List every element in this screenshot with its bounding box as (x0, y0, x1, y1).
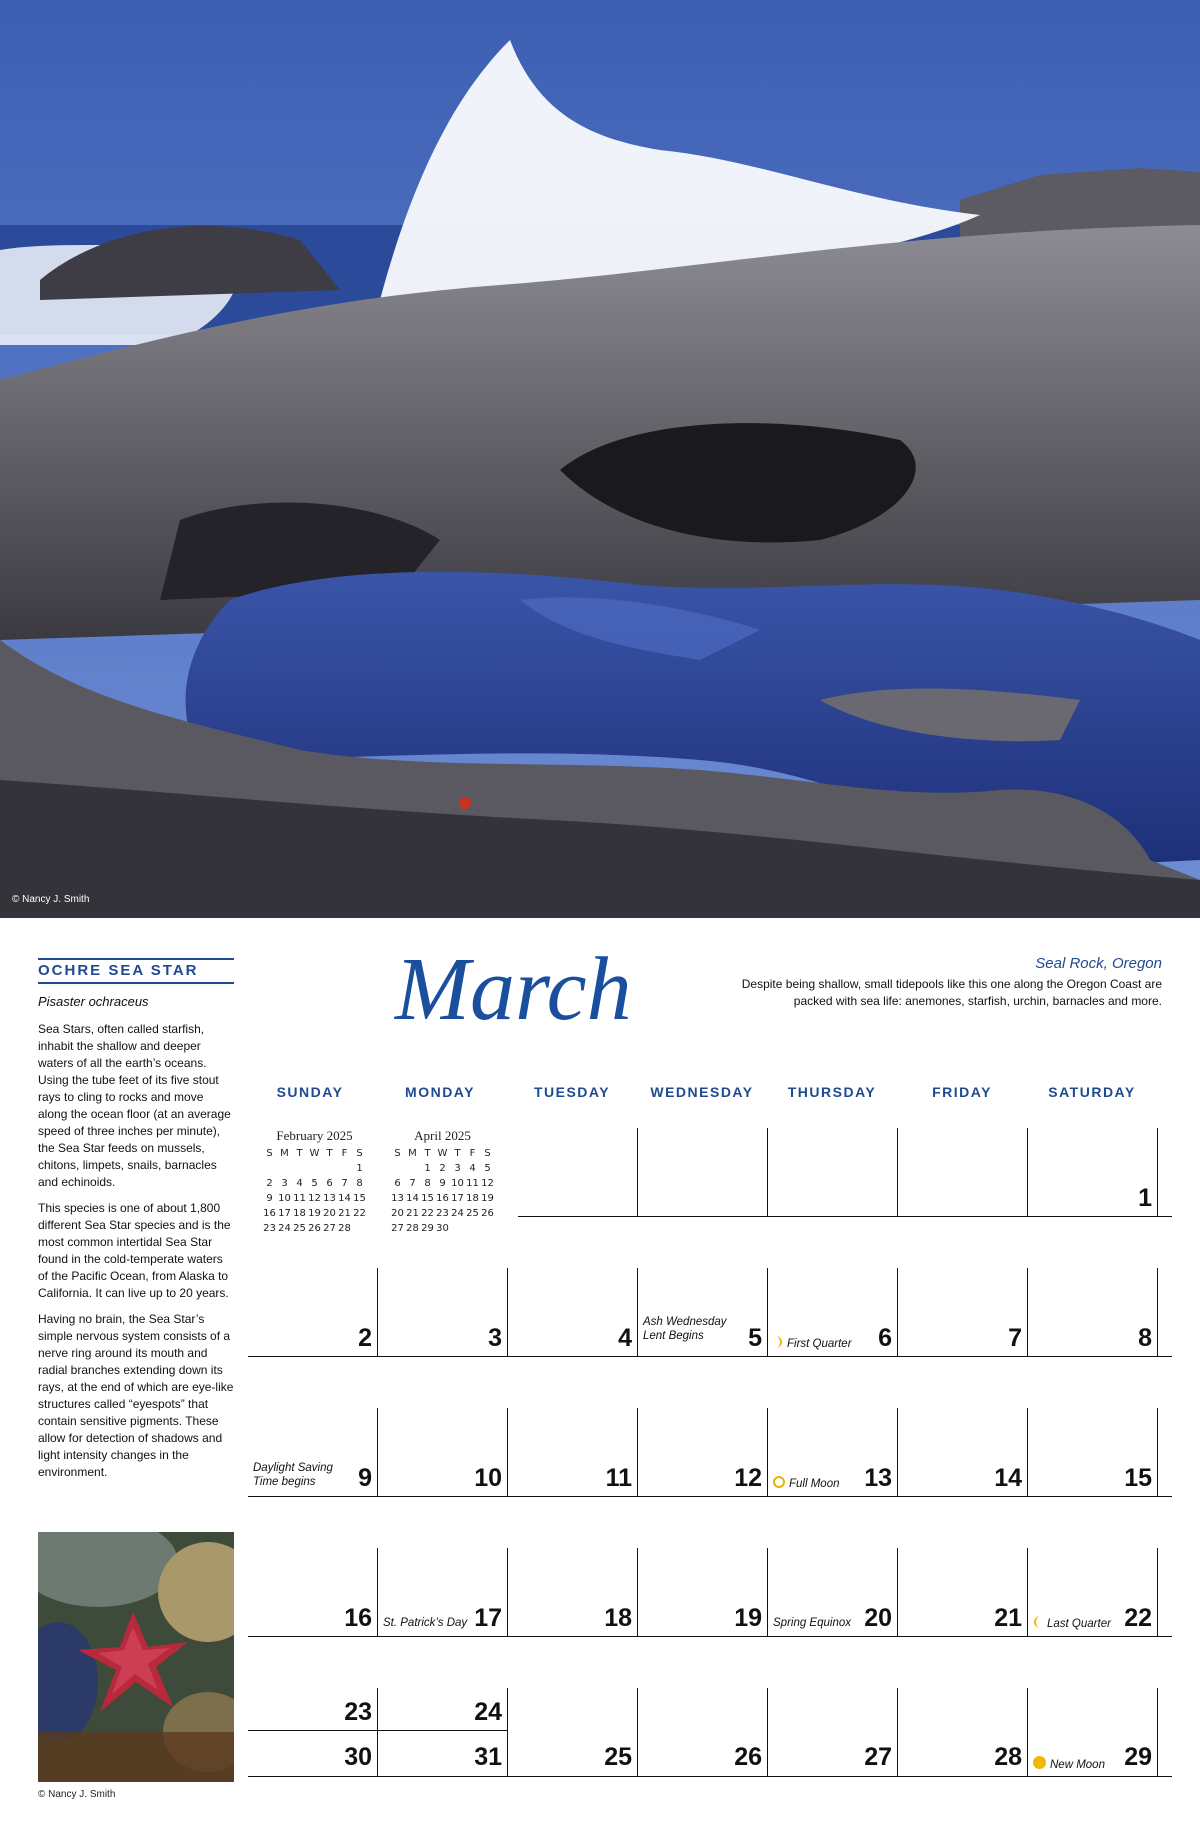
last-quarter-moon-icon (1033, 1616, 1043, 1628)
grid-line (637, 1268, 638, 1356)
grid-line (767, 1408, 768, 1496)
mini-day: 26 (308, 1223, 321, 1234)
sidebar-paragraph: Having no brain, the Sea Star’s simple nervous system consists of a nerve ring around its mouth and radial branches extending down its rays, at the end of which are eye-like structures called “eyespots” that contain sensitive pigments. These allow for detection of shadows and light intensity changes in the environment. (38, 1312, 234, 1479)
photo-credit: © Nancy J. Smith (12, 894, 90, 905)
weekday-saturday: SATURDAY (1048, 1084, 1136, 1100)
day-number: 31 (474, 1743, 502, 1771)
grid-line (897, 1548, 898, 1636)
mini-day: 8 (356, 1178, 363, 1189)
mini-day: 10 (278, 1193, 291, 1204)
event-label: New Moon (1050, 1759, 1105, 1771)
mini-day: 15 (353, 1193, 366, 1204)
day-number: 6 (878, 1324, 892, 1352)
mini-calendar-april (390, 1128, 495, 1236)
mini-day: 17 (451, 1193, 464, 1204)
grid-line (248, 1356, 1172, 1357)
mini-day: 15 (421, 1193, 434, 1204)
mini-day: 21 (338, 1208, 351, 1219)
mini-day: 16 (436, 1193, 449, 1204)
day-number: 10 (474, 1464, 502, 1492)
mini-day: 20 (391, 1208, 404, 1219)
day-number: 4 (618, 1324, 632, 1352)
mini-day: 12 (308, 1193, 321, 1204)
sidebar-paragraph: This species is one of about 1,800 different Sea Star species and is the most common intertidal Sea Star found in the cold-temperate waters of the Pacific Ocean, from Alaska to California. It can live up to 20 years. (38, 1201, 231, 1300)
mini-day: 6 (326, 1178, 333, 1189)
grid-line (1027, 1128, 1028, 1216)
mini-day: 19 (308, 1208, 321, 1219)
mini-day (337, 1161, 352, 1176)
mini-day (405, 1161, 420, 1176)
grid-line (507, 1688, 508, 1776)
event-first-quarter (773, 1336, 852, 1351)
mini-day: 29 (421, 1223, 434, 1234)
mini-day: 4 (296, 1178, 303, 1189)
event-label: Full Moon (789, 1478, 840, 1490)
scientific-name: Pisaster ochraceus (38, 994, 149, 1009)
mini-day: 8 (424, 1178, 431, 1189)
day-number: 17 (474, 1604, 502, 1632)
mini-calendar-title: April 2025 (414, 1128, 471, 1143)
photo-description: Despite being shallow, small tidepools like this one along the Oregon Coast are packed with sea life: anemones, starfish, urchin, barnacles and more. (741, 977, 1162, 1008)
mini-day-header: F (341, 1148, 348, 1159)
mini-day: 10 (451, 1178, 464, 1189)
grid-line (248, 1496, 1172, 1497)
first-quarter-moon-icon (773, 1336, 783, 1348)
day-number: 25 (604, 1743, 632, 1771)
grid-line (1157, 1268, 1158, 1356)
event-label: Ash Wednesday (643, 1316, 727, 1328)
mini-calendar-february (262, 1128, 367, 1236)
mini-calendar-title: February 2025 (276, 1128, 353, 1143)
mini-day: 12 (481, 1178, 494, 1189)
day-number: 21 (994, 1604, 1022, 1632)
weekday-friday: FRIDAY (932, 1084, 992, 1100)
grid-line (248, 1636, 1172, 1637)
grid-line (507, 1548, 508, 1636)
mini-day: 13 (323, 1193, 336, 1204)
day-number: 12 (734, 1464, 762, 1492)
mini-day: 30 (436, 1223, 449, 1234)
event-st-patricks (383, 1616, 467, 1630)
grid-line (507, 1408, 508, 1496)
mini-day (352, 1221, 367, 1236)
day-number: 22 (1124, 1604, 1152, 1632)
tidepool-photo (0, 0, 1200, 918)
mini-day: 26 (481, 1208, 494, 1219)
day-number: 9 (358, 1464, 372, 1492)
mini-day (322, 1161, 337, 1176)
weekday-thursday: THURSDAY (787, 1084, 877, 1100)
mini-day: 3 (281, 1178, 288, 1189)
mini-day: 4 (469, 1163, 476, 1174)
mini-day-header: T (424, 1148, 431, 1159)
mini-day: 22 (353, 1208, 366, 1219)
grid-line (377, 1688, 378, 1776)
day-number: 11 (605, 1464, 632, 1492)
mini-day: 7 (341, 1178, 348, 1189)
mini-day: 24 (278, 1223, 291, 1234)
grid-line (248, 1776, 1172, 1777)
photo-location: Seal Rock, Oregon (1035, 955, 1162, 972)
event-full-moon (773, 1476, 840, 1491)
mini-day: 20 (323, 1208, 336, 1219)
day-number: 1 (1138, 1184, 1152, 1212)
mini-day: 27 (323, 1223, 336, 1234)
grid-line (1027, 1268, 1028, 1356)
mini-day: 7 (409, 1178, 416, 1189)
mini-day: 9 (439, 1178, 446, 1189)
day-number: 5 (748, 1324, 762, 1352)
grid-line (897, 1268, 898, 1356)
grid-line (377, 1408, 378, 1496)
mini-day: 18 (293, 1208, 306, 1219)
day-number: 29 (1124, 1743, 1152, 1771)
mini-day (480, 1221, 495, 1236)
event-label: Daylight Saving (253, 1462, 333, 1474)
mini-day-header: S (356, 1148, 363, 1159)
mini-day-header: F (469, 1148, 476, 1159)
mini-day: 18 (466, 1193, 479, 1204)
mini-day: 16 (263, 1208, 276, 1219)
day-number: 30 (344, 1743, 372, 1771)
mini-day (262, 1161, 277, 1176)
grid-line (767, 1688, 768, 1776)
sidebar (38, 958, 234, 1490)
day-number: 23 (344, 1698, 372, 1726)
mini-day: 17 (278, 1208, 291, 1219)
mini-day: 2 (266, 1178, 273, 1189)
grid-line (637, 1128, 638, 1216)
grid-line (377, 1548, 378, 1636)
day-number: 20 (864, 1604, 892, 1632)
mini-day: 27 (391, 1223, 404, 1234)
mini-day: 14 (406, 1193, 419, 1204)
grid-line (767, 1268, 768, 1356)
mini-day: 9 (266, 1193, 273, 1204)
grid-line (637, 1408, 638, 1496)
mini-day: 2 (439, 1163, 446, 1174)
grid-line (377, 1268, 378, 1356)
grid-line (897, 1128, 898, 1216)
day-number: 3 (488, 1324, 502, 1352)
weekday-sunday: SUNDAY (276, 1084, 344, 1100)
day-number: 16 (344, 1604, 372, 1632)
mini-day: 5 (484, 1163, 491, 1174)
grid-line (248, 1730, 507, 1731)
grid-line (1157, 1128, 1158, 1216)
mini-day: 25 (466, 1208, 479, 1219)
day-number: 26 (734, 1743, 762, 1771)
mini-day (292, 1161, 307, 1176)
day-number: 14 (994, 1464, 1022, 1492)
grid-line (518, 1216, 1172, 1217)
grid-line (507, 1268, 508, 1356)
event-ash-wednesday (643, 1315, 727, 1343)
grid-line (637, 1688, 638, 1776)
event-last-quarter (1033, 1616, 1111, 1631)
mini-day (390, 1161, 405, 1176)
mini-day: 3 (454, 1163, 461, 1174)
day-number: 8 (1138, 1324, 1152, 1352)
mini-calendar-table (262, 1146, 367, 1236)
mini-day: 13 (391, 1193, 404, 1204)
event-new-moon (1033, 1756, 1105, 1772)
day-number: 24 (474, 1698, 502, 1726)
event-daylight-saving (253, 1461, 333, 1489)
grid-line (767, 1548, 768, 1636)
mini-day: 28 (406, 1223, 419, 1234)
day-number: 28 (994, 1743, 1022, 1771)
sea-star-image (38, 1532, 234, 1782)
day-number: 13 (864, 1464, 892, 1492)
day-number: 27 (864, 1743, 892, 1771)
mini-day-header: M (280, 1148, 289, 1159)
event-label: Spring Equinox (773, 1617, 851, 1629)
mini-day-header: S (394, 1148, 401, 1159)
inset-credit: © Nancy J. Smith (38, 1789, 116, 1800)
weekday-wednesday: WEDNESDAY (650, 1084, 754, 1100)
weekday-tuesday: TUESDAY (533, 1084, 611, 1100)
mini-day: 11 (293, 1193, 306, 1204)
full-moon-icon (773, 1476, 785, 1488)
mini-day-header: W (309, 1148, 320, 1159)
grid-line (1157, 1548, 1158, 1636)
day-number: 19 (734, 1604, 762, 1632)
event-label: St. Patrick’s Day (383, 1617, 468, 1629)
grid-line (897, 1408, 898, 1496)
event-label: Last Quarter (1047, 1618, 1111, 1630)
mini-day-header: T (326, 1148, 333, 1159)
grid-line (897, 1688, 898, 1776)
sidebar-paragraph: Sea Stars, often called starfish, inhabit the shallow and deeper waters of all the earth’s oceans. Using the tube feet of its five stout rays to cling to rocks and move along the ocean floor (at an average speed of three inches per minute), the Sea Star feeds on mussels, chitons, limpets, snails, barnacles and echinoids. (38, 1022, 231, 1189)
mini-day: 23 (263, 1223, 276, 1234)
mini-day (277, 1161, 292, 1176)
day-number: 15 (1124, 1464, 1152, 1492)
grid-line (1027, 1408, 1028, 1496)
mini-day-header: S (266, 1148, 273, 1159)
mini-day-header: M (408, 1148, 417, 1159)
mini-day: 19 (481, 1193, 494, 1204)
grid-line (637, 1548, 638, 1636)
event-label: Time begins (253, 1476, 316, 1488)
mini-day: 1 (424, 1163, 431, 1174)
mini-calendar-table (390, 1146, 495, 1236)
month-title: March (395, 940, 632, 1039)
event-label: Lent Begins (643, 1330, 704, 1342)
mini-day-header: W (437, 1148, 448, 1159)
hero-photo (0, 0, 1200, 918)
mini-day-header: T (296, 1148, 303, 1159)
mini-day: 11 (466, 1178, 479, 1189)
mini-day: 21 (406, 1208, 419, 1219)
mini-day: 24 (451, 1208, 464, 1219)
sea-star-inset-photo (38, 1532, 234, 1782)
mini-day: 5 (311, 1178, 318, 1189)
mini-day (307, 1161, 322, 1176)
mini-day (450, 1221, 465, 1236)
weekday-monday: MONDAY (405, 1084, 475, 1100)
grid-line (1027, 1548, 1028, 1636)
mini-day-header: T (454, 1148, 461, 1159)
event-label: First Quarter (787, 1338, 852, 1350)
mini-day: 22 (421, 1208, 434, 1219)
sidebar-title: OCHRE SEA STAR (38, 958, 234, 984)
mini-day: 28 (338, 1223, 351, 1234)
new-moon-icon (1033, 1756, 1046, 1769)
grid-line (767, 1128, 768, 1216)
grid-line (1157, 1688, 1158, 1776)
mini-day: 14 (338, 1193, 351, 1204)
mini-day-header: S (484, 1148, 491, 1159)
mini-day: 25 (293, 1223, 306, 1234)
event-spring-equinox (773, 1616, 851, 1630)
mini-day (465, 1221, 480, 1236)
mini-day: 6 (394, 1178, 401, 1189)
day-number: 7 (1008, 1324, 1022, 1352)
grid-line (1157, 1408, 1158, 1496)
day-number: 18 (604, 1604, 632, 1632)
day-number: 2 (358, 1324, 372, 1352)
grid-line (1027, 1688, 1028, 1776)
mini-day: 1 (356, 1163, 363, 1174)
mini-day: 23 (436, 1208, 449, 1219)
